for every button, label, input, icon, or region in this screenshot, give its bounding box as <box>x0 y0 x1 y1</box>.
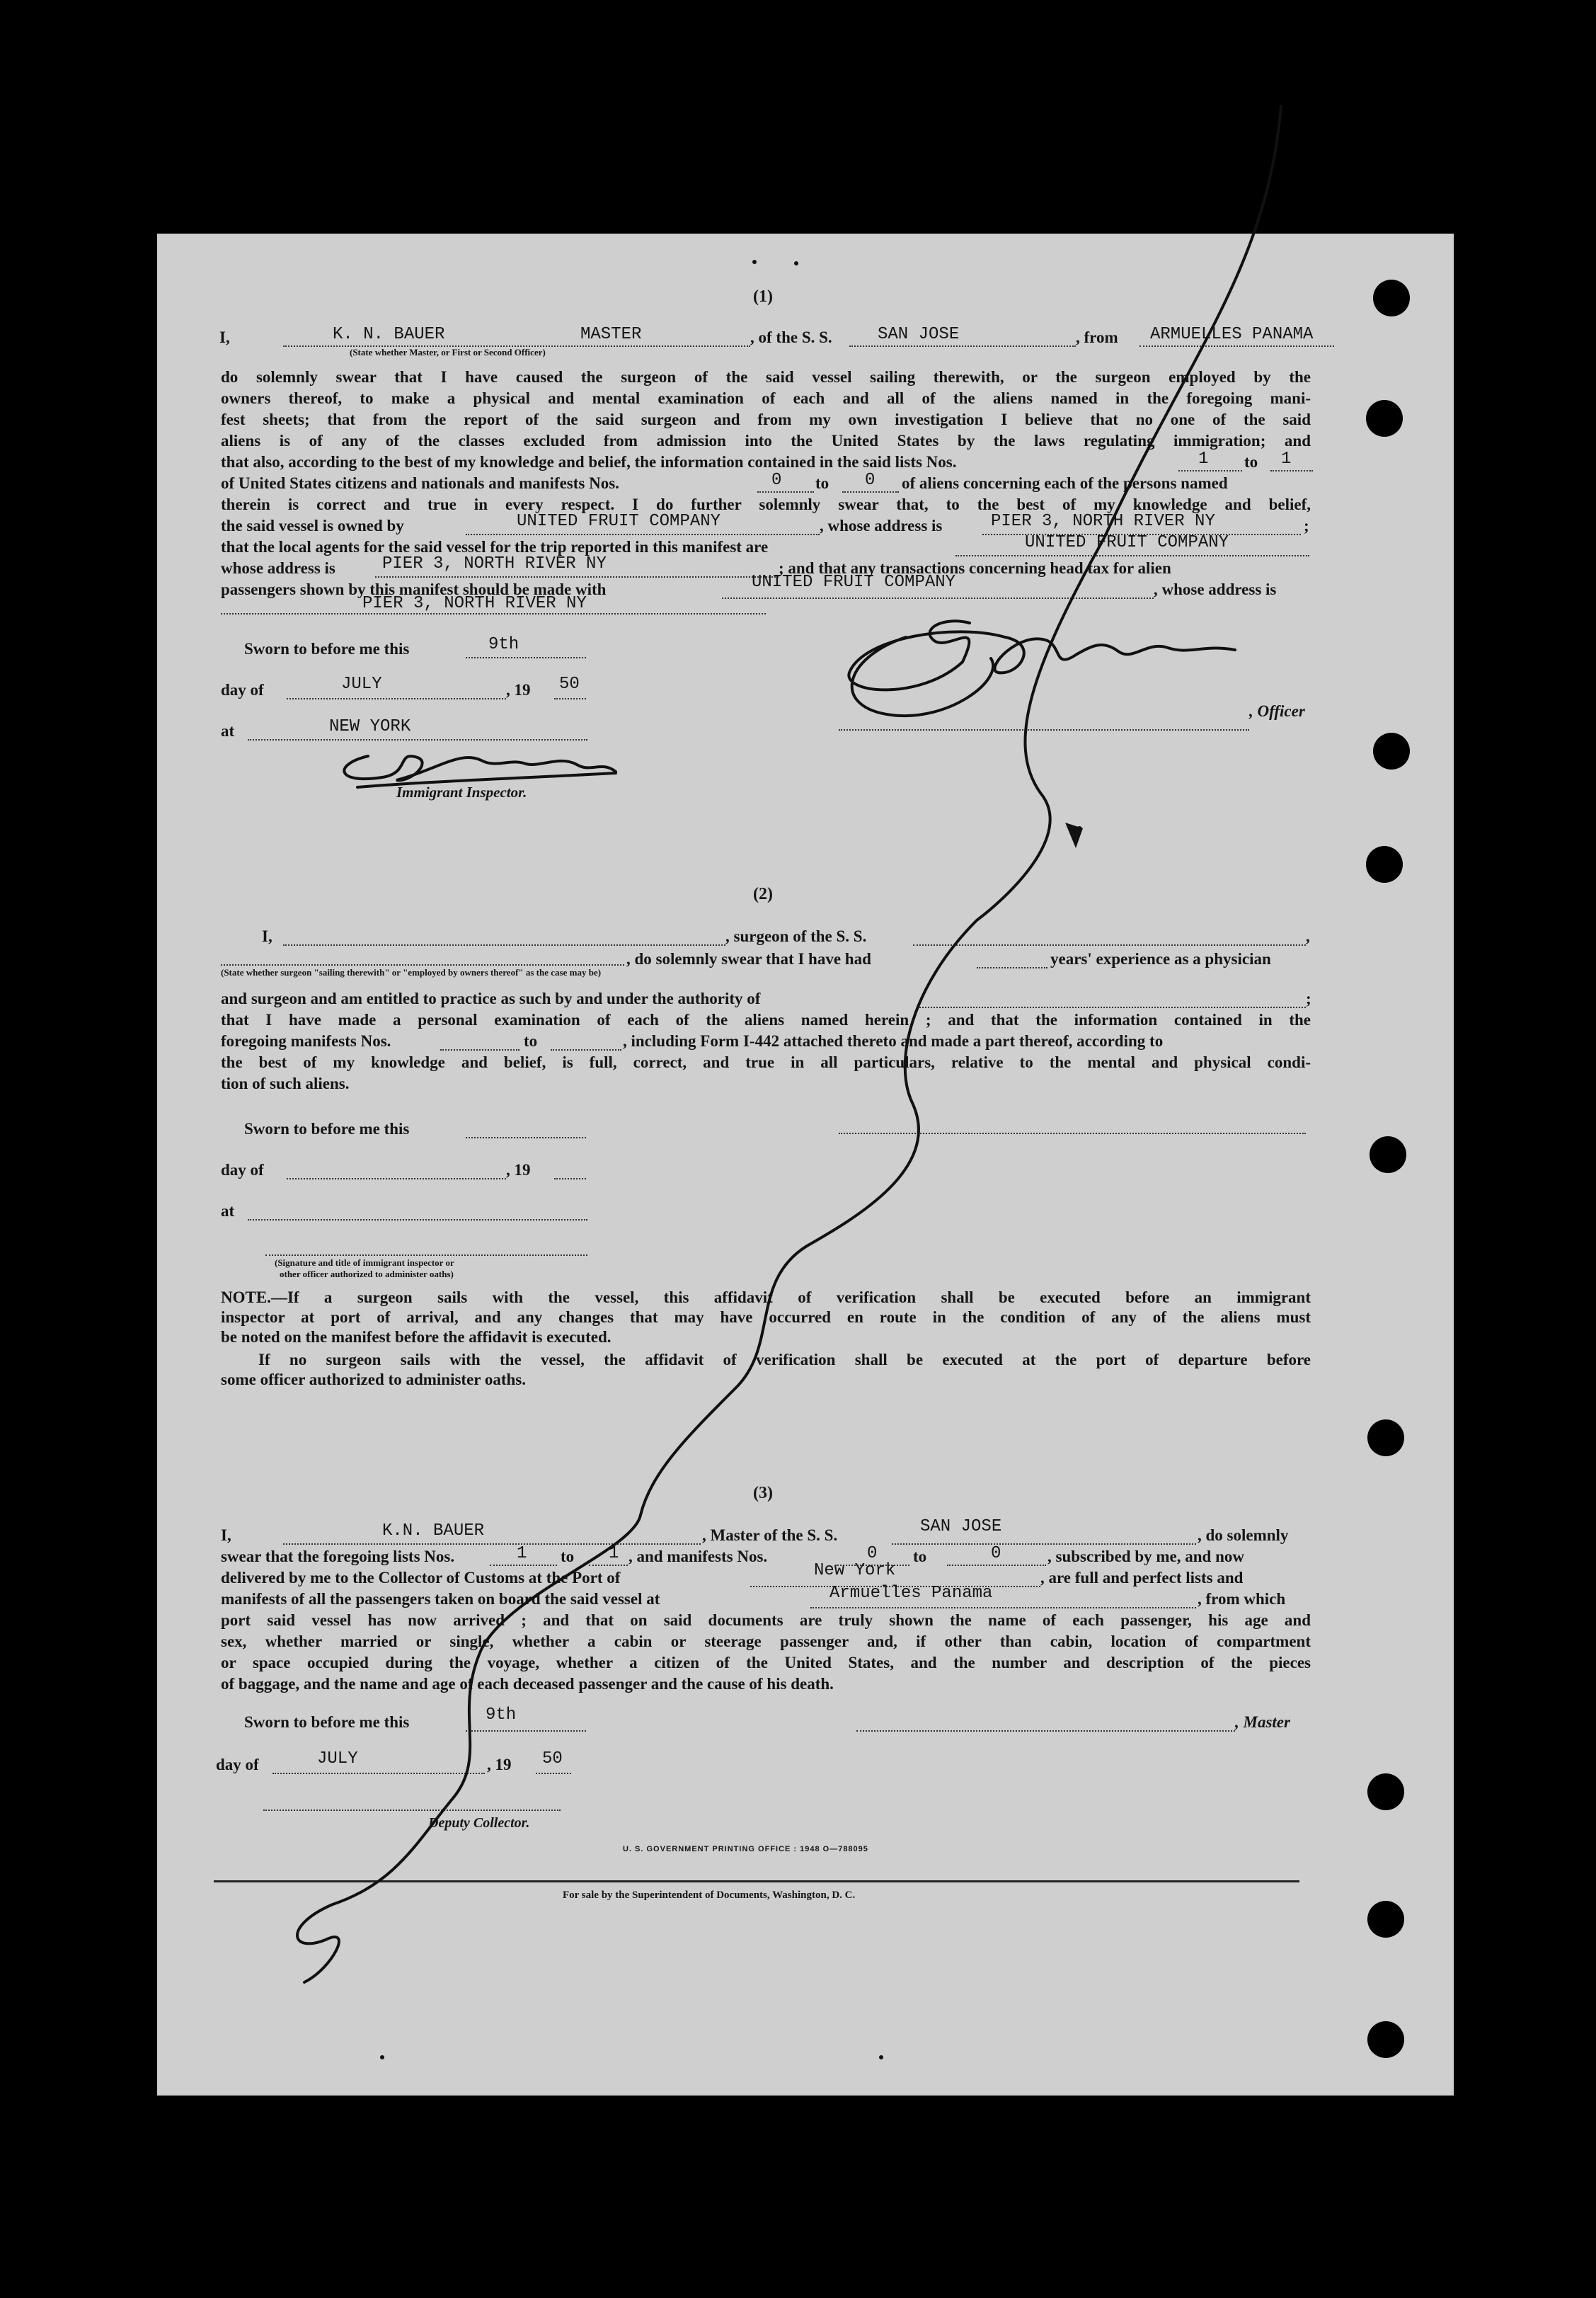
s3-line-7: or space occupied during the voyage, whether a citizen of the United States, and the number and description of the pieces <box>221 1654 1311 1671</box>
s2-line-5b: , including Form I-442 attached thereto and made a part thereof, according to <box>623 1032 1164 1050</box>
s1-line-6b: of aliens concerning each of the persons named <box>902 474 1228 492</box>
agent-value: UNITED FRUIT COMPANY <box>1025 533 1229 552</box>
s1-line-7: therein is correct and true in every respect. I do further solemnly swear that, to the best of my knowledge and belief, <box>221 496 1311 513</box>
s1-line-4: aliens is of any of the classes excluded from admission into the United States by the laws regulating immigration; and <box>221 432 1311 450</box>
s2-day-of-label: day of <box>221 1161 264 1179</box>
s2-line-7: tion of such aliens. <box>221 1075 350 1092</box>
owner-value: UNITED FRUIT COMPANY <box>517 512 721 531</box>
s2-to: to <box>524 1032 538 1050</box>
s1-sworn-day-value: 9th <box>488 635 519 654</box>
note-text-1: —If a surgeon sails with the vessel, this affidavit of verification shall be executed before an immigrant <box>270 1288 1311 1306</box>
rank-value: MASTER <box>580 325 642 344</box>
s2-at-label: at <box>221 1202 235 1220</box>
s3-lists-to-value: 1 <box>609 1544 619 1563</box>
s2-surgeon-of: , surgeon of the S. S. <box>725 927 867 945</box>
s1-sworn-label: Sworn to before me this <box>244 640 410 658</box>
s2-line-5a: foregoing manifests Nos. <box>221 1032 391 1050</box>
s1-place-value: NEW YORK <box>329 717 411 736</box>
s3-line-2c: , subscribed by me, and now <box>1047 1548 1244 1565</box>
label-of-ss: , of the S. S. <box>750 328 832 346</box>
section-1-heading: (1) <box>753 287 773 306</box>
s3-to-2: to <box>913 1548 927 1565</box>
tax-agent-value: UNITED FRUIT COMPANY <box>752 573 956 592</box>
s1-line-8a: the said vessel is owned by <box>221 517 404 535</box>
vessel-value: SAN JOSE <box>878 325 960 344</box>
s3-year-value: 50 <box>542 1749 563 1768</box>
label-to: to <box>1244 453 1258 471</box>
s3-day-of-label: day of <box>216 1756 259 1773</box>
manifest-from-value: 0 <box>771 471 782 490</box>
s1-month-value: JULY <box>341 675 382 694</box>
s3-label-i: I, <box>221 1526 231 1544</box>
s2-hint: (State whether surgeon "sailing therewith" or "employed by owners thereof" as the case may be) <box>221 967 602 978</box>
s1-line-10a: whose address is <box>221 559 335 577</box>
s2-note-line-5: some officer authorized to administer oaths. <box>221 1371 526 1388</box>
s3-manifest-from-value: 0 <box>867 1544 878 1563</box>
lists-to-value: 1 <box>1281 450 1292 469</box>
s3-master-label: , Master <box>1235 1713 1290 1731</box>
s3-line-5: port said vessel has now arrived ; and that on said documents are truly shown the name of each passenger, his age and <box>221 1611 1311 1629</box>
ink-dot <box>752 260 757 264</box>
s3-to-1: to <box>561 1548 575 1565</box>
s2-line-4: that I have made a personal examination of each of the aliens named herein ; and that the information contained in the <box>221 1011 1311 1029</box>
s2-sig-note-1: (Signature and title of immigrant inspector or <box>275 1257 454 1268</box>
s3-month-value: JULY <box>317 1749 358 1768</box>
s3-master-of: , Master of the S. S. <box>702 1526 838 1544</box>
ink-dot <box>380 2055 384 2059</box>
s2-semicolon: ; <box>1306 990 1311 1007</box>
s2-sig-note-2: other officer authorized to administer oaths) <box>280 1269 454 1279</box>
s1-line-6a: of United States citizens and nationals and manifests Nos. <box>221 474 619 492</box>
s3-sworn-label: Sworn to before me this <box>244 1713 410 1731</box>
s3-line-3a: delivered by me to the Collector of Customs at the Port of <box>221 1569 621 1587</box>
s1-at-label: at <box>221 722 235 740</box>
s3-line-6: sex, whether married or single, whether a cabin or steerage passenger and, if other than cabin, location of compartment <box>221 1633 1311 1650</box>
inspector-label: Immigrant Inspector. <box>396 784 527 801</box>
s2-note-line-3: be noted on the manifest before the affidavit is executed. <box>221 1328 612 1346</box>
semicolon-1: ; <box>1304 517 1309 535</box>
printing-office-line: U. S. GOVERNMENT PRINTING OFFICE : 1948 O—788095 <box>623 1845 868 1853</box>
s1-line-1: do solemnly swear that I have caused the surgeon of the said vessel sailing therewith, or the surgeon employed by the <box>221 368 1311 386</box>
s3-name-value: K.N. BAUER <box>382 1521 485 1540</box>
cancellation-squiggle <box>297 106 1281 1982</box>
s3-line-4a: manifests of all the passengers taken on board the said vessel at <box>221 1590 660 1608</box>
label-i: I, <box>219 328 230 346</box>
s1-line-10b: ; and that any transactions concerning head tax for alien <box>779 559 1171 577</box>
port-value: ARMUELLES PANAMA <box>1150 325 1314 344</box>
rank-hint: (State whether Master, or First or Second Officer) <box>350 347 546 358</box>
s2-line-2b: years' experience as a physician <box>1050 950 1271 968</box>
tax-address-value: PIER 3, NORTH RIVER NY <box>362 594 587 613</box>
s1-year-value: 50 <box>559 675 580 694</box>
s3-port-value: New York <box>814 1561 896 1580</box>
s1-line-2: owners thereof, to make a physical and mental examination of each and all of the aliens named in the foregoing mani- <box>221 389 1311 407</box>
s3-line-4b: , from which <box>1198 1590 1286 1608</box>
ink-dot <box>879 2055 883 2059</box>
s1-line-8b: , whose address is <box>820 517 943 535</box>
s3-vessel-value: SAN JOSE <box>920 1517 1002 1536</box>
s2-year-prefix: , 19 <box>506 1161 531 1179</box>
s2-label-i: I, <box>262 927 272 945</box>
s2-line-3: and surgeon and am entitled to practice as such by and under the authority of <box>221 990 761 1007</box>
footer-text: For sale by the Superintendent of Documents, Washington, D. C. <box>563 1890 856 1901</box>
s2-line-6: the best of my knowledge and belief, is full, correct, and true in all particulars, relative to the mental and physical condi- <box>221 1053 1311 1071</box>
s3-line-2b: , and manifests Nos. <box>628 1548 768 1565</box>
officer-signature <box>849 621 1235 690</box>
section-3-heading: (3) <box>753 1484 773 1502</box>
s2-comma: , <box>1306 927 1310 945</box>
label-to-2: to <box>815 474 829 492</box>
deputy-collector-label: Deputy Collector. <box>428 1815 530 1831</box>
s3-sworn-day-value: 9th <box>486 1705 517 1725</box>
officer-label: , Officer <box>1249 702 1305 720</box>
s3-solemnly: , do solemnly <box>1198 1526 1289 1544</box>
s1-line-5: that also, according to the best of my knowledge and belief, the information contained in the said lists Nos. <box>221 453 957 471</box>
s3-lists-from-value: 1 <box>517 1544 527 1563</box>
manifest-to-value: 0 <box>865 471 875 490</box>
s1-line-11a: passengers shown by this manifest should be made with <box>221 581 607 598</box>
inspector-signature <box>344 756 616 780</box>
s3-manifest-to-value: 0 <box>991 1544 1001 1563</box>
lists-from-value: 1 <box>1198 450 1209 469</box>
s1-day-of-label: day of <box>221 681 264 699</box>
s2-note-line-4: If no surgeon sails with the vessel, the affidavit of verification shall be executed at the port of departure before <box>258 1351 1311 1368</box>
s3-line-8: of baggage, and the name and age of each deceased passenger and the cause of his death. <box>221 1675 834 1693</box>
ink-dot <box>794 261 798 265</box>
agent-address-value: PIER 3, NORTH RIVER NY <box>382 554 607 573</box>
owner-address-value: PIER 3, NORTH RIVER NY <box>991 512 1215 531</box>
s3-line-2a: swear that the foregoing lists Nos. <box>221 1548 455 1565</box>
s3-origin-value: Armuelles Panama <box>829 1584 993 1603</box>
s2-note-line-2: inspector at port of arrival, and any changes that may have occurred en route in the condition of any of the aliens must <box>221 1308 1311 1326</box>
s2-sworn-label: Sworn to before me this <box>244 1120 410 1138</box>
s3-year-prefix: , 19 <box>487 1756 512 1773</box>
s3-line-3b: , are full and perfect lists and <box>1040 1569 1244 1587</box>
label-from: , from <box>1076 328 1118 346</box>
s2-line-2a: , do solemnly swear that I have had <box>626 950 871 968</box>
s1-line-3: fest sheets; that from the report of the said surgeon and from my own investigation I believe that no one of the said <box>221 411 1311 428</box>
section-2-heading: (2) <box>753 885 773 903</box>
master-name-value: K. N. BAUER <box>333 325 445 344</box>
s1-year-prefix: , 19 <box>506 681 531 699</box>
note-label: NOTE. <box>221 1288 271 1306</box>
s1-line-9: that the local agents for the said vessel for the trip reported in this manifest are <box>221 538 769 556</box>
s1-line-11b: , whose address is <box>1154 581 1277 598</box>
